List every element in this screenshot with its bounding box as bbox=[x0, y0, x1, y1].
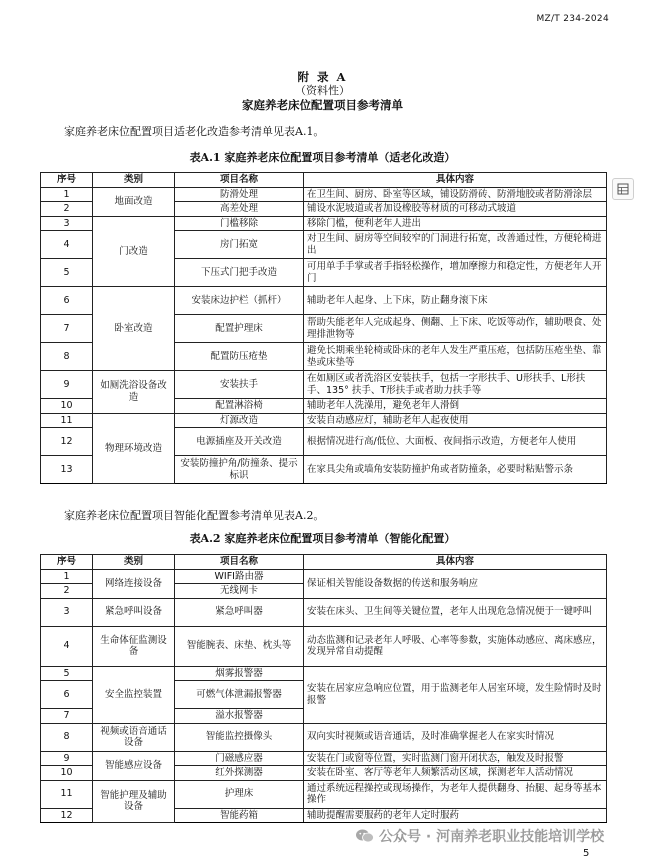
row-content: 移除门槛，便利老年人进出 bbox=[304, 216, 607, 231]
table-row bbox=[41, 666, 607, 681]
row-no: 8 bbox=[41, 343, 93, 371]
row-no: 9 bbox=[41, 371, 93, 399]
row-no: 10 bbox=[41, 399, 93, 414]
row-item: 高差处理 bbox=[175, 202, 304, 217]
watermark-text: 公众号 · 河南养老职业技能培训学校 bbox=[379, 829, 605, 845]
row-no: 1 bbox=[41, 187, 93, 202]
row-no: 5 bbox=[41, 666, 93, 681]
row-category: 地面改造 bbox=[93, 187, 175, 216]
row-category: 智能感应设备 bbox=[93, 751, 175, 780]
table-row bbox=[41, 187, 607, 202]
page-number: 5 bbox=[583, 848, 590, 859]
standard-code: MZ/T 234-2024 bbox=[536, 14, 609, 24]
row-item: 可燃气体泄漏报警器 bbox=[175, 681, 304, 709]
table-row bbox=[41, 780, 607, 808]
row-item: 烟雾报警器 bbox=[175, 666, 304, 681]
row-item: 配置护理床 bbox=[175, 315, 304, 343]
row-item: 紧急呼叫器 bbox=[175, 598, 304, 626]
row-content: 在卫生间、厨房、卧室等区域，铺设防滑砖、防滑地胶或者防滑涂层 bbox=[304, 187, 607, 202]
row-no: 3 bbox=[41, 216, 93, 231]
annex-note: （资料性） bbox=[295, 84, 350, 97]
row-content: 铺设水泥坡道或者加设橡胶等材质的可移动式坡道 bbox=[304, 202, 607, 217]
row-item: 安装扶手 bbox=[175, 371, 304, 399]
row-category: 生命体征监测设备 bbox=[93, 626, 175, 666]
wechat-icon bbox=[355, 828, 375, 844]
table-row bbox=[41, 371, 607, 399]
row-content: 动态监测和记录老年人呼吸、心率等参数，实施体动感应、离床感应，发现异常自动提醒 bbox=[304, 626, 607, 666]
row-no: 7 bbox=[41, 315, 93, 343]
row-content: 在家具尖角或墙角安装防撞护角或者防撞条，必要时粘贴警示条 bbox=[304, 456, 607, 484]
table-a2 bbox=[40, 554, 607, 823]
row-item: 门槛移除 bbox=[175, 216, 304, 231]
row-category: 紧急呼叫设备 bbox=[93, 598, 175, 626]
intro-a1: 家庭养老床位配置项目适老化改造参考清单见表A.1。 bbox=[64, 125, 325, 138]
row-content: 避免长期乘坐轮椅或卧床的老年人发生严重压疮，包括防压疮坐垫、靠垫或床垫等 bbox=[304, 343, 607, 371]
row-item: 配置防压疮垫 bbox=[175, 343, 304, 371]
row-category: 视频或语音通话设备 bbox=[93, 723, 175, 751]
row-category: 智能护理及辅助设备 bbox=[93, 780, 175, 823]
row-no: 12 bbox=[41, 428, 93, 456]
row-no: 2 bbox=[41, 202, 93, 217]
table-header-row bbox=[41, 555, 607, 570]
row-no: 7 bbox=[41, 709, 93, 724]
row-content: 安装在居家应急响应位置，用于监测老年人居室环境，发生险情时及时报警 bbox=[304, 666, 607, 723]
row-category: 安全监控装置 bbox=[93, 666, 175, 723]
row-content: 辅助老年人起身、上下床，防止翻身滚下床 bbox=[304, 287, 607, 315]
row-no: 9 bbox=[41, 751, 93, 766]
annex-subtitle: 家庭养老床位配置项目参考清单 bbox=[242, 98, 403, 112]
row-item: 房门拓宽 bbox=[175, 231, 304, 259]
row-category: 卧室改造 bbox=[93, 287, 175, 371]
row-category: 如厕洗浴设备改造 bbox=[93, 371, 175, 414]
row-item: 智能药箱 bbox=[175, 808, 304, 823]
header-item: 项目名称 bbox=[175, 555, 304, 570]
row-no: 3 bbox=[41, 598, 93, 626]
table-a1-caption: 表A.1 家庭养老床位配置项目参考清单（适老化改造） bbox=[189, 151, 456, 164]
table-row bbox=[41, 569, 607, 584]
row-no: 13 bbox=[41, 456, 93, 484]
row-content: 双向实时视频或语音通话，及时准确掌握老人在家实时情况 bbox=[304, 723, 607, 751]
row-no: 4 bbox=[41, 231, 93, 259]
row-content: 安装在门或窗等位置，实时监测门窗开闭状态，触发及时报警 bbox=[304, 751, 607, 766]
table-row bbox=[41, 751, 607, 766]
watermark bbox=[355, 826, 604, 846]
row-content: 安装在床头、卫生间等关键位置，老年人出现危急情况便于一键呼叫 bbox=[304, 598, 607, 626]
row-content: 安装自动感应灯，辅助老年人起夜使用 bbox=[304, 413, 607, 428]
row-item: 配置淋浴椅 bbox=[175, 399, 304, 414]
row-item: 智能腕表、床垫、枕头等 bbox=[175, 626, 304, 666]
row-item: 下压式门把手改造 bbox=[175, 259, 304, 287]
table-row bbox=[41, 413, 607, 428]
row-content: 通过系统远程操控或现场操作，为老年人提供翻身、抬腿、起身等基本操作 bbox=[304, 780, 607, 808]
row-content: 辅助提醒需要服药的老年人定时服药 bbox=[304, 808, 607, 823]
row-item: 安装床边护栏（抓杆） bbox=[175, 287, 304, 315]
table-a2-caption: 表A.2 家庭养老床位配置项目参考清单（智能化配置） bbox=[189, 532, 456, 545]
row-item: 溢水报警器 bbox=[175, 709, 304, 724]
row-category: 门改造 bbox=[93, 216, 175, 287]
header-item: 项目名称 bbox=[175, 173, 304, 188]
header-category: 类别 bbox=[93, 555, 175, 570]
row-no: 8 bbox=[41, 723, 93, 751]
intro-a2: 家庭养老床位配置项目智能化配置参考清单见表A.2。 bbox=[64, 509, 325, 522]
row-item: WIFI路由器 bbox=[175, 569, 304, 584]
row-no: 11 bbox=[41, 780, 93, 808]
grid-view-button[interactable] bbox=[612, 178, 634, 200]
header-no: 序号 bbox=[41, 555, 93, 570]
row-item: 红外探测器 bbox=[175, 766, 304, 781]
row-no: 10 bbox=[41, 766, 93, 781]
row-item: 安装防撞护角/防撞条、提示标识 bbox=[175, 456, 304, 484]
row-content: 对卫生间、厨房等空间较窄的门洞进行拓宽，改善通过性，方便轮椅进出 bbox=[304, 231, 607, 259]
row-category: 物理环境改造 bbox=[93, 413, 175, 484]
annex-title: 附 录 A bbox=[297, 70, 348, 84]
header-content: 具体内容 bbox=[304, 173, 607, 188]
table-row bbox=[41, 598, 607, 626]
table-a1 bbox=[40, 172, 607, 484]
row-item: 护理床 bbox=[175, 780, 304, 808]
row-item: 无线网卡 bbox=[175, 584, 304, 599]
table-row bbox=[41, 626, 607, 666]
row-no: 2 bbox=[41, 584, 93, 599]
row-item: 灯源改造 bbox=[175, 413, 304, 428]
table-header-row bbox=[41, 173, 607, 188]
row-no: 1 bbox=[41, 569, 93, 584]
row-no: 6 bbox=[41, 287, 93, 315]
row-item: 智能监控摄像头 bbox=[175, 723, 304, 751]
table-row bbox=[41, 216, 607, 231]
row-content: 保证相关智能设备数据的传送和服务响应 bbox=[304, 569, 607, 598]
row-no: 4 bbox=[41, 626, 93, 666]
row-item: 防滑处理 bbox=[175, 187, 304, 202]
header-content: 具体内容 bbox=[304, 555, 607, 570]
grid-view-icon bbox=[617, 183, 629, 195]
row-no: 11 bbox=[41, 413, 93, 428]
header-no: 序号 bbox=[41, 173, 93, 188]
row-content: 可用单手手掌或者手指轻松操作，增加摩擦力和稳定性，方便老年人开门 bbox=[304, 259, 607, 287]
row-item: 门磁感应器 bbox=[175, 751, 304, 766]
row-no: 6 bbox=[41, 681, 93, 709]
row-no: 5 bbox=[41, 259, 93, 287]
row-content: 帮助失能老年人完成起身、侧翻、上下床、吃饭等动作，辅助喂食、处理排泄物等 bbox=[304, 315, 607, 343]
row-content: 辅助老年人洗澡用，避免老年人滑倒 bbox=[304, 399, 607, 414]
row-category: 网络连接设备 bbox=[93, 569, 175, 598]
row-item: 电源插座及开关改造 bbox=[175, 428, 304, 456]
row-no: 12 bbox=[41, 808, 93, 823]
table-row bbox=[41, 287, 607, 315]
row-content: 安装在卧室、客厅等老年人频繁活动区域，探测老年人活动情况 bbox=[304, 766, 607, 781]
row-content: 在如厕区或者洗浴区安装扶手，包括一字形扶手、U形扶手、L形扶手、135° 扶手、T形扶手或者助力扶手等 bbox=[304, 371, 607, 399]
row-content: 根据情况进行高/低位、大面板、夜间指示改造，方便老年人使用 bbox=[304, 428, 607, 456]
table-row bbox=[41, 723, 607, 751]
header-category: 类别 bbox=[93, 173, 175, 188]
